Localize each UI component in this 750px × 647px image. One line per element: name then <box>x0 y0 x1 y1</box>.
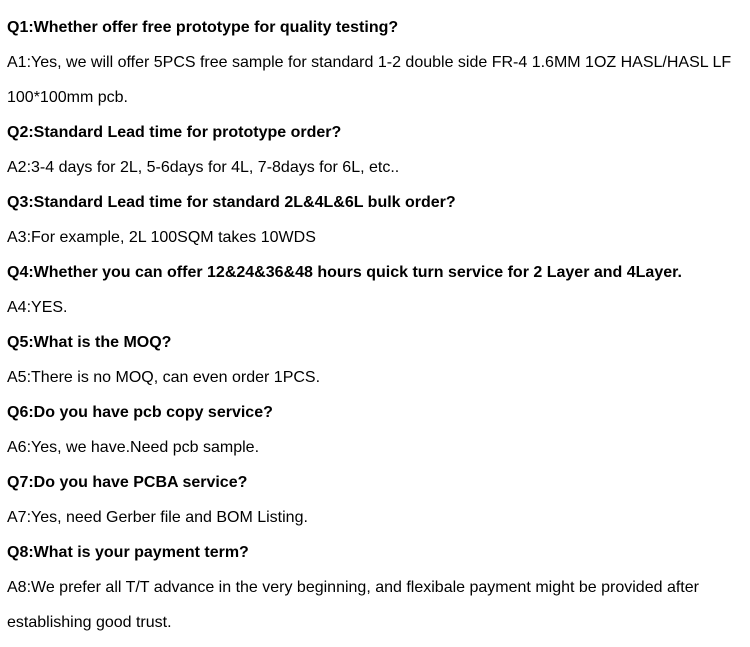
faq-answer: A6:Yes, we have.Need pcb sample. <box>7 439 260 456</box>
faq-answer: A4:YES. <box>7 299 68 316</box>
faq-answer: A3:For example, 2L 100SQM takes 10WDS <box>7 229 316 246</box>
faq-question: Q6:Do you have pcb copy service? <box>7 404 273 421</box>
faq-answer: A2:3-4 days for 2L, 5-6days for 4L, 7-8days for 6L, etc.. <box>7 159 400 176</box>
faq-item-4 <box>7 255 750 325</box>
faq-question: Q8:What is your payment term? <box>7 544 249 561</box>
faq-item-1 <box>7 10 750 115</box>
faq-answer: A5:There is no MOQ, can even order 1PCS. <box>7 369 321 386</box>
faq-question: Q1:Whether offer free prototype for quality testing? <box>7 19 399 36</box>
faq-answer: A7:Yes, need Gerber file and BOM Listing. <box>7 509 308 526</box>
faq-item-7 <box>7 465 750 535</box>
faq-item-5 <box>7 325 750 395</box>
faq-answer: A1:Yes, we will offer 5PCS free sample for standard 1-2 double side FR-4 1.6MM 1OZ HASL/HASL LF 100*100mm pcb. <box>7 54 732 106</box>
faq-item-6 <box>7 395 750 465</box>
faq-answer: A8:We prefer all T/T advance in the very beginning, and flexibale payment might be provided after establishing good trust. <box>7 579 699 631</box>
faq-question: Q4:Whether you can offer 12&24&36&48 hours quick turn service for 2 Layer and 4Layer. <box>7 264 682 281</box>
faq-item-8 <box>7 535 750 640</box>
faq-item-2 <box>7 115 750 185</box>
faq-item-3 <box>7 185 750 255</box>
faq-question: Q7:Do you have PCBA service? <box>7 474 248 491</box>
faq-question: Q3:Standard Lead time for standard 2L&4L&6L bulk order? <box>7 194 456 211</box>
faq-question: Q2:Standard Lead time for prototype order? <box>7 124 342 141</box>
faq-question: Q5:What is the MOQ? <box>7 334 172 351</box>
